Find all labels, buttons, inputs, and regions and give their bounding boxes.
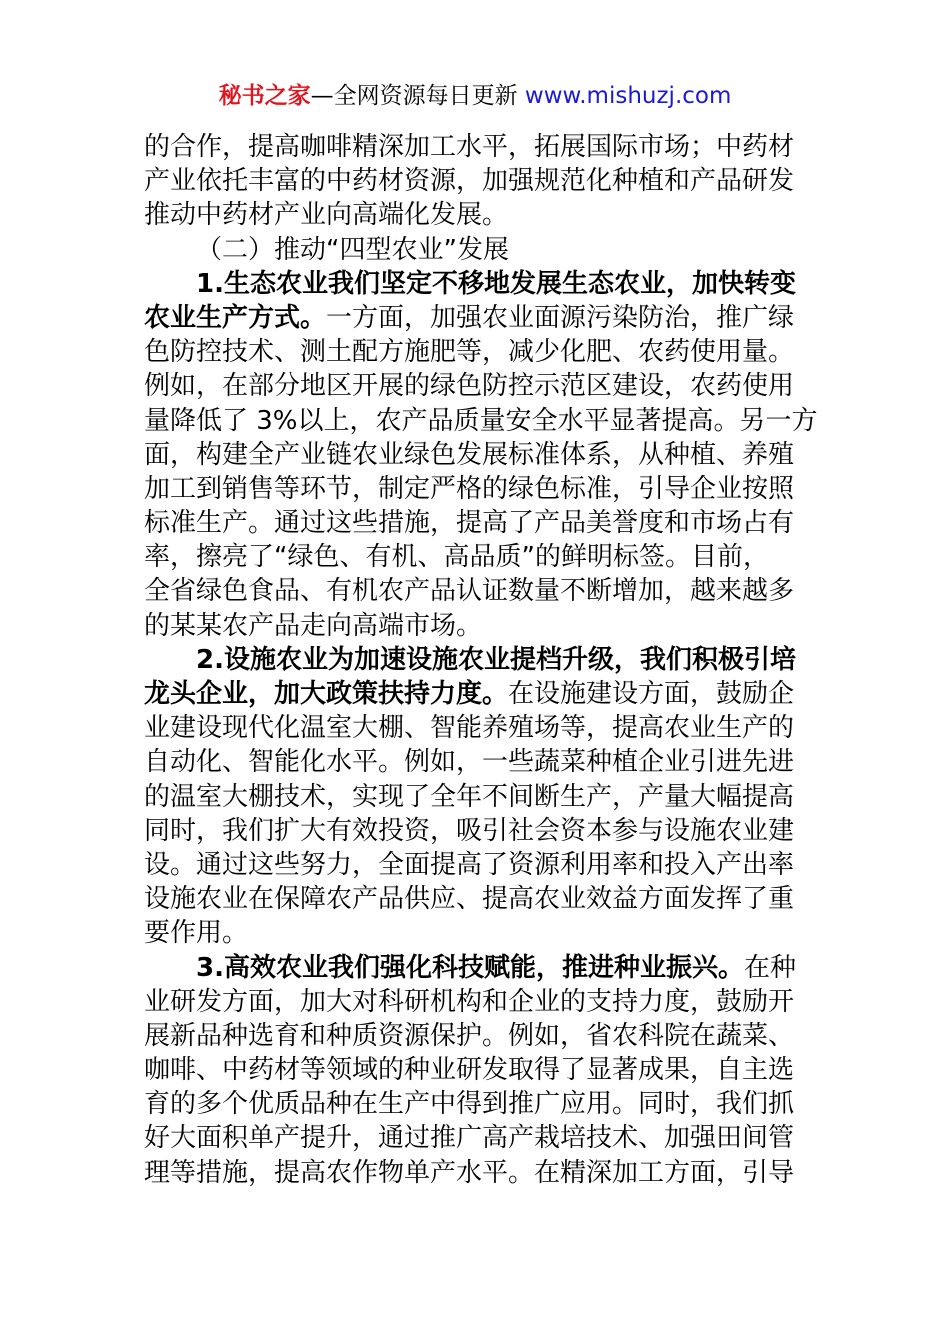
body-text: 育的多个优质品种在生产中得到推广应用。同时，我们抓: [144, 1089, 795, 1120]
body-text: 的某某农产品走向高端市场。: [144, 610, 483, 641]
text-line: [144, 438, 814, 472]
header-tagline: —全网资源每日更新: [310, 83, 525, 109]
bold-heading-text: 1.生态农业我们坚定不移地发展生态农业，加快转变: [196, 268, 796, 299]
brand-name: 秘书之家: [218, 83, 311, 109]
text-line: [144, 198, 814, 232]
body-text: 色防控技术、测土配方施肥等，减少化肥、农药使用量。: [144, 337, 795, 368]
bold-heading-text: 2.设施农业为加速设施农业提档升级，我们积极引培: [196, 644, 796, 675]
text-line: [144, 404, 818, 438]
text-line: [144, 643, 814, 677]
text-line: [144, 369, 814, 403]
bold-heading-text: 3.高效农业我们强化科技赋能，推进种业振兴。: [196, 952, 744, 983]
body-text: 的温室大棚技术，实现了全年不间断生产，产量大幅提高: [144, 781, 795, 812]
body-text: 加工到销售等环节，制定严格的绿色标准，引导企业按照: [144, 473, 795, 504]
text-line: [144, 1121, 814, 1155]
site-header: [0, 80, 950, 112]
text-line: [144, 745, 814, 779]
body-text: 设。通过这些努力，全面提高了资源利用率和投入产出率: [144, 849, 795, 880]
bold-heading-text: 龙头企业，加大政策扶持力度。: [144, 679, 509, 709]
body-text: 设施农业在保障农产品供应、提高农业效益方面发挥了重: [144, 884, 795, 915]
body-text: 展新品种选育和种质资源保护。例如，省农科院在蔬菜、: [144, 1020, 795, 1051]
text-line: [144, 267, 814, 301]
body-text: 标准生产。通过这些措施，提高了产品美誉度和市场占有: [144, 508, 795, 539]
text-line: [144, 301, 814, 335]
text-line: [144, 711, 814, 745]
text-line: [144, 814, 814, 848]
body-text: 在设施建设方面，鼓励企: [508, 679, 795, 709]
text-line: [144, 335, 814, 369]
text-line: [144, 130, 814, 164]
body-text: 例如，在部分地区开展的绿色防控示范区建设，农药使用: [144, 371, 795, 402]
text-line: [144, 1053, 814, 1087]
body-text: 理等措施，提高农作物单产水平。在精深加工方面，引导: [144, 1157, 795, 1188]
body-text: 产业依托丰富的中药材资源，加强规范化种植和产品研发: [144, 166, 795, 197]
site-url-link[interactable]: www.mishuzj.com: [524, 83, 732, 109]
text-line: [144, 916, 814, 950]
text-line: [144, 472, 814, 506]
body-text: 推动中药材产业向高端化发展。: [144, 200, 509, 231]
text-line: [144, 233, 814, 267]
text-line: [144, 609, 814, 643]
body-text: 自动化、智能化水平。例如，一些蔬菜种植企业引进先进: [144, 747, 795, 778]
body-text: 好大面积单产提升，通过推广高产栽培技术、加强田间管: [144, 1123, 795, 1154]
body-text: 咖啡、中药材等领域的种业研发取得了显著成果，自主选: [144, 1055, 795, 1086]
text-line: [144, 848, 814, 882]
body-text: 面，构建全产业链农业绿色发展标准体系，从种植、养殖: [144, 439, 795, 470]
text-line: [144, 985, 814, 1019]
text-line: [144, 677, 814, 711]
text-line: [144, 1019, 814, 1053]
text-line: [144, 574, 814, 608]
body-text: （二）推动“四型农业”发展: [196, 234, 509, 265]
text-line: [144, 540, 814, 574]
text-line: [144, 951, 814, 985]
text-line: [144, 164, 814, 198]
text-line: [144, 1156, 814, 1190]
bold-heading-text: 农业生产方式。: [144, 302, 327, 333]
body-text: 业研发方面，加大对科研机构和企业的支持力度，鼓励开: [144, 986, 795, 1017]
text-line: [144, 780, 814, 814]
body-text: 业建设现代化温室大棚、智能养殖场等，提高农业生产的: [144, 713, 795, 744]
body-text: 量降低了 3%以上，农产品质量安全水平显著提高。另一方: [144, 405, 818, 436]
body-text: 率，擦亮了“绿色、有机、高品质”的鲜明标签。目前，: [144, 542, 769, 573]
text-line: [144, 1087, 814, 1121]
body-text: 一方面，加强农业面源污染防治，推广绿: [326, 302, 795, 333]
body-text: 同时，我们扩大有效投资，吸引社会资本参与设施农业建: [144, 815, 795, 846]
text-line: [144, 506, 814, 540]
body-text: 全省绿色食品、有机农产品认证数量不断增加，越来越多: [144, 576, 795, 607]
body-text: 的合作，提高咖啡精深加工水平，拓展国际市场；中药材: [144, 132, 795, 162]
text-line: [144, 882, 814, 916]
document-body: [144, 130, 818, 1190]
body-text: 要作用。: [144, 918, 249, 949]
body-text: 在种: [743, 952, 796, 983]
